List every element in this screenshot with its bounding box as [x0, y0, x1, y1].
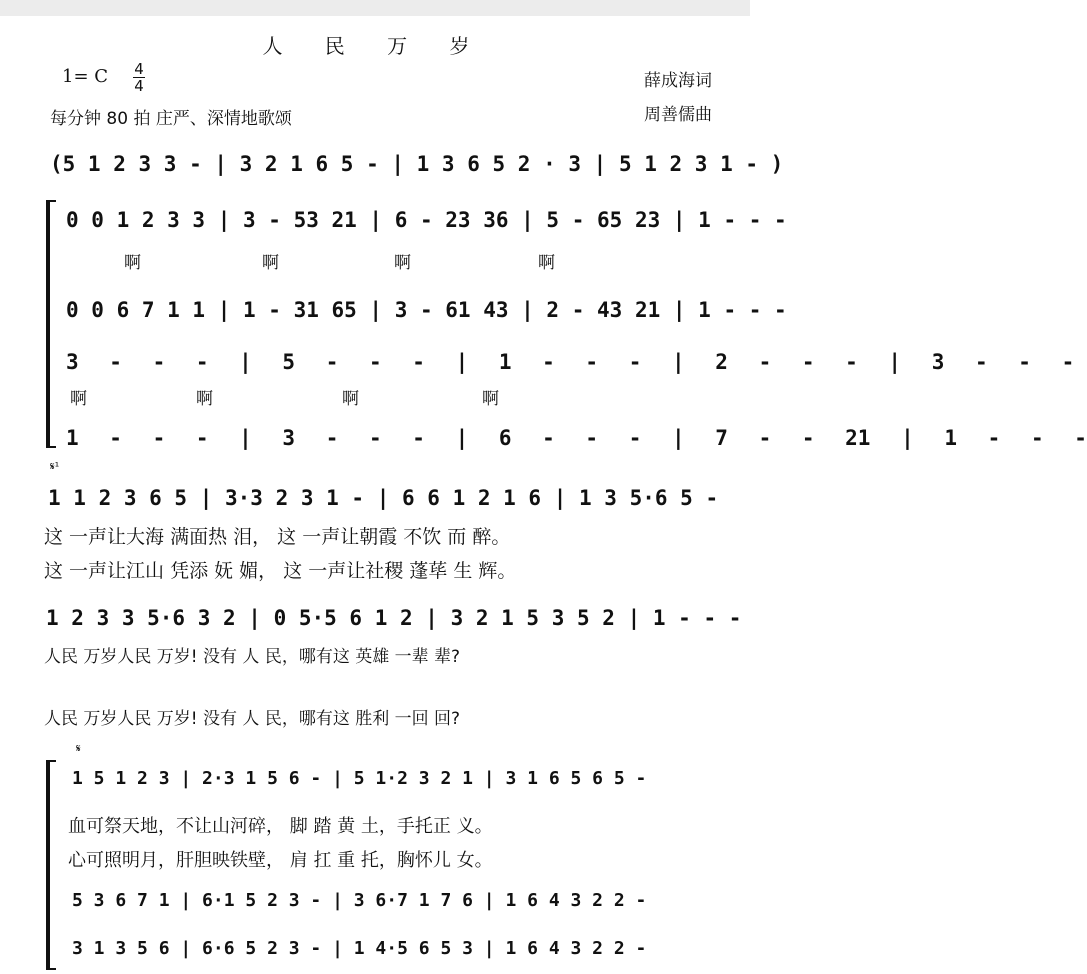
- song-title: 人 民 万 岁: [262, 34, 488, 58]
- lyric-ah: 啊: [482, 389, 499, 409]
- tempo-marking: 每分钟 80 拍 庄严、深情地歌颂: [50, 109, 292, 129]
- verse-lyric-2: 这 一声让江山 凭添 妩 媚， 这 一声让社稷 蓬荜 生 辉。: [44, 560, 517, 582]
- coda-lyric-2: 心可照明月，肝胆映铁壁， 肩 扛 重 托，胸怀儿 女。: [68, 850, 493, 871]
- lyric-ah: 啊: [538, 253, 555, 273]
- composer: 周善儒曲: [644, 105, 712, 125]
- refrain-lyric-2: 人民 万岁人民 万岁! 没有 人 民，哪有这 胜利 一回 回?: [44, 709, 461, 729]
- coda-lyric-1: 血可祭天地，不让山河碎， 脚 踏 黄 土，手托正 义。: [68, 816, 493, 837]
- system-brace: [46, 200, 56, 448]
- verse-notes: 1 1 2 3 6 5 | 3·3 2 3 1 - | 6 6 1 2 1 6 | 1 3 5·6 5 -: [48, 486, 719, 510]
- lyric-ah: 啊: [342, 389, 359, 409]
- top-bar: [0, 0, 750, 16]
- key-signature: 1= C: [62, 66, 109, 87]
- lyricist: 薛成海词: [644, 71, 712, 91]
- coda-melody-notes: 1 5 1 2 3 | 2·3 1 5 6 - | 5 1·2 3 2 1 | 3 1 6 5 6 5 -: [72, 768, 647, 789]
- intro-notes: (5 1 2 3 3 - | 3 2 1 6 5 - | 1 3 6 5 2 · 3 | 5 1 2 3 1 - ): [50, 152, 784, 176]
- time-signature-top: 4: [134, 60, 144, 78]
- lyric-ah: 啊: [70, 389, 87, 409]
- coda-harmony1-notes: 5 3 6 7 1 | 6·1 5 2 3 - | 3 6·7 1 7 6 | 1 6 4 3 2 2 -: [72, 890, 647, 911]
- verse-lyric-1: 这 一声让大海 满面热 泪， 这 一声让朝霞 不饮 而 醉。: [44, 526, 511, 548]
- time-signature: [132, 62, 146, 93]
- time-signature-bottom: 4: [134, 77, 144, 95]
- lyric-ah: 啊: [124, 253, 141, 273]
- lyric-ah: 啊: [196, 389, 213, 409]
- chorus-part2-notes: 0 0 6 7 1 1 | 1 - 31 65 | 3 - 61 43 | 2 - 43 21 | 1 - - -: [66, 298, 787, 322]
- chorus-part4-notes: 1 - - - | 3 - - - | 6 - - - | 7 - - 21 | 1 - - -: [66, 426, 1087, 450]
- segno-sign-2: 𝄋: [76, 742, 81, 755]
- chorus-part3-notes: 3 - - - | 5 - - - | 1 - - - | 2 - - - | 3 - - -: [66, 350, 1075, 374]
- lyric-ah: 啊: [262, 253, 279, 273]
- segno-sign: 𝄋¹: [50, 460, 60, 473]
- lyric-ah: 啊: [394, 253, 411, 273]
- refrain-lyric-1: 人民 万岁人民 万岁! 没有 人 民，哪有这 英雄 一辈 辈?: [44, 647, 461, 667]
- chorus-part1-notes: 0 0 1 2 3 3 | 3 - 53 21 | 6 - 23 36 | 5 - 65 23 | 1 - - -: [66, 208, 787, 232]
- coda-harmony2-notes: 3 1 3 5 6 | 6·6 5 2 3 - | 1 4·5 6 5 3 | 1 6 4 3 2 2 -: [72, 938, 647, 959]
- system-brace-2: [46, 760, 56, 970]
- refrain-notes: 1 2 3 3 5·6 3 2 | 0 5·5 6 1 2 | 3 2 1 5 3 5 2 | 1 - - -: [46, 606, 742, 630]
